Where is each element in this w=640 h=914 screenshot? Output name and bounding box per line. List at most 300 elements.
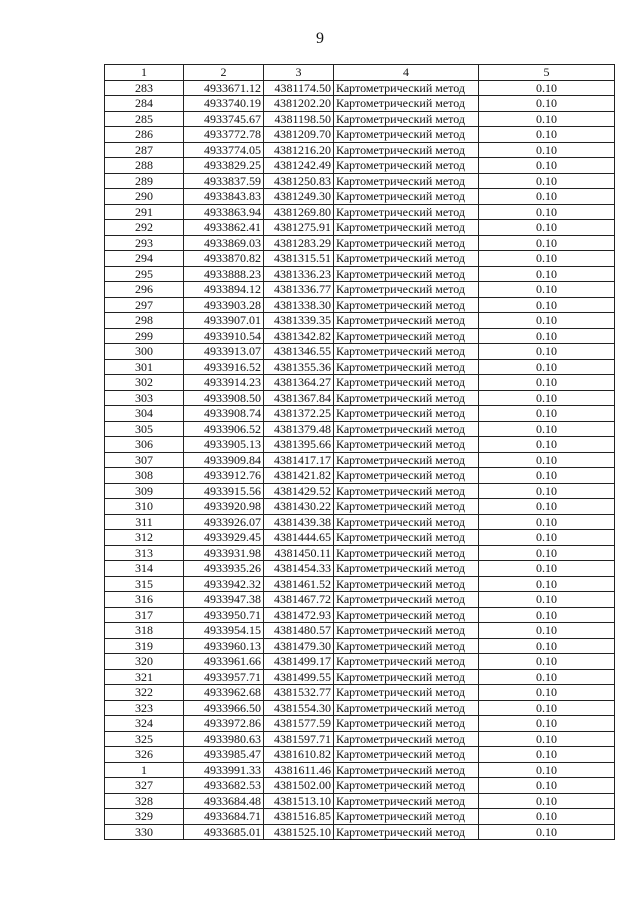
y-coordinate-cell: 4381421.82 (264, 468, 334, 484)
accuracy-cell: 0.10 (479, 282, 615, 298)
accuracy-cell: 0.10 (479, 638, 615, 654)
y-coordinate-cell: 4381516.85 (264, 809, 334, 825)
accuracy-cell: 0.10 (479, 576, 615, 592)
method-cell: Картометрический метод (334, 158, 479, 174)
x-coordinate-cell: 4933913.07 (184, 344, 264, 360)
table-row (105, 406, 615, 422)
method-cell: Картометрический метод (334, 282, 479, 298)
method-cell: Картометрический метод (334, 313, 479, 329)
accuracy-cell: 0.10 (479, 328, 615, 344)
accuracy-cell: 0.10 (479, 204, 615, 220)
table-row (105, 437, 615, 453)
y-coordinate-cell: 4381525.10 (264, 824, 334, 840)
accuracy-cell: 0.10 (479, 344, 615, 360)
x-coordinate-cell: 4933888.23 (184, 266, 264, 282)
accuracy-cell: 0.10 (479, 793, 615, 809)
column-header: 3 (264, 65, 334, 81)
point-number-cell: 310 (105, 499, 184, 515)
accuracy-cell: 0.10 (479, 499, 615, 515)
method-cell: Картометрический метод (334, 762, 479, 778)
accuracy-cell: 0.10 (479, 561, 615, 577)
table-row (105, 468, 615, 484)
table-row (105, 421, 615, 437)
point-number-cell: 326 (105, 747, 184, 763)
table-row (105, 747, 615, 763)
x-coordinate-cell: 4933908.50 (184, 390, 264, 406)
y-coordinate-cell: 4381429.52 (264, 483, 334, 499)
table-row (105, 142, 615, 158)
y-coordinate-cell: 4381198.50 (264, 111, 334, 127)
method-cell: Картометрический метод (334, 623, 479, 639)
y-coordinate-cell: 4381499.55 (264, 669, 334, 685)
column-header: 1 (105, 65, 184, 81)
y-coordinate-cell: 4381336.23 (264, 266, 334, 282)
method-cell: Картометрический метод (334, 142, 479, 158)
point-number-cell: 318 (105, 623, 184, 639)
x-coordinate-cell: 4933685.01 (184, 824, 264, 840)
y-coordinate-cell: 4381597.71 (264, 731, 334, 747)
y-coordinate-cell: 4381364.27 (264, 375, 334, 391)
point-number-cell: 328 (105, 793, 184, 809)
table-row (105, 793, 615, 809)
accuracy-cell: 0.10 (479, 731, 615, 747)
method-cell: Картометрический метод (334, 220, 479, 236)
x-coordinate-cell: 4933912.76 (184, 468, 264, 484)
accuracy-cell: 0.10 (479, 669, 615, 685)
point-number-cell: 301 (105, 359, 184, 375)
method-cell: Картометрический метод (334, 607, 479, 623)
method-cell: Картометрический метод (334, 468, 479, 484)
x-coordinate-cell: 4933957.71 (184, 669, 264, 685)
point-number-cell: 321 (105, 669, 184, 685)
method-cell: Картометрический метод (334, 251, 479, 267)
point-number-cell: 312 (105, 530, 184, 546)
table-row (105, 700, 615, 716)
point-number-cell: 298 (105, 313, 184, 329)
y-coordinate-cell: 4381336.77 (264, 282, 334, 298)
point-number-cell: 296 (105, 282, 184, 298)
table-row (105, 375, 615, 391)
point-number-cell: 319 (105, 638, 184, 654)
table-row (105, 359, 615, 375)
x-coordinate-cell: 4933863.94 (184, 204, 264, 220)
accuracy-cell: 0.10 (479, 685, 615, 701)
point-number-cell: 311 (105, 514, 184, 530)
x-coordinate-cell: 4933894.12 (184, 282, 264, 298)
x-coordinate-cell: 4933985.47 (184, 747, 264, 763)
x-coordinate-cell: 4933910.54 (184, 328, 264, 344)
method-cell: Картометрический метод (334, 530, 479, 546)
point-number-cell: 291 (105, 204, 184, 220)
y-coordinate-cell: 4381342.82 (264, 328, 334, 344)
method-cell: Картометрический метод (334, 204, 479, 220)
x-coordinate-cell: 4933914.23 (184, 375, 264, 391)
x-coordinate-cell: 4933906.52 (184, 421, 264, 437)
y-coordinate-cell: 4381269.80 (264, 204, 334, 220)
y-coordinate-cell: 4381499.17 (264, 654, 334, 670)
point-number-cell: 284 (105, 96, 184, 112)
accuracy-cell: 0.10 (479, 530, 615, 546)
table-row (105, 96, 615, 112)
x-coordinate-cell: 4933929.45 (184, 530, 264, 546)
accuracy-cell: 0.10 (479, 654, 615, 670)
table-row (105, 80, 615, 96)
point-number-cell: 292 (105, 220, 184, 236)
x-coordinate-cell: 4933903.28 (184, 297, 264, 313)
point-number-cell: 324 (105, 716, 184, 732)
method-cell: Картометрический метод (334, 96, 479, 112)
method-cell: Картометрический метод (334, 359, 479, 375)
accuracy-cell: 0.10 (479, 220, 615, 236)
point-number-cell: 323 (105, 700, 184, 716)
method-cell: Картометрический метод (334, 266, 479, 282)
accuracy-cell: 0.10 (479, 747, 615, 763)
accuracy-cell: 0.10 (479, 158, 615, 174)
table-row (105, 499, 615, 515)
accuracy-cell: 0.10 (479, 111, 615, 127)
method-cell: Картометрический метод (334, 685, 479, 701)
accuracy-cell: 0.10 (479, 592, 615, 608)
x-coordinate-cell: 4933740.19 (184, 96, 264, 112)
table-row (105, 654, 615, 670)
method-cell: Картометрический метод (334, 592, 479, 608)
point-number-cell: 293 (105, 235, 184, 251)
x-coordinate-cell: 4933671.12 (184, 80, 264, 96)
y-coordinate-cell: 4381513.10 (264, 793, 334, 809)
method-cell: Картометрический метод (334, 111, 479, 127)
y-coordinate-cell: 4381444.65 (264, 530, 334, 546)
table-row (105, 623, 615, 639)
table-row (105, 561, 615, 577)
table-row (105, 452, 615, 468)
x-coordinate-cell: 4933907.01 (184, 313, 264, 329)
x-coordinate-cell: 4933942.32 (184, 576, 264, 592)
y-coordinate-cell: 4381249.30 (264, 189, 334, 205)
x-coordinate-cell: 4933980.63 (184, 731, 264, 747)
method-cell: Картометрический метод (334, 731, 479, 747)
x-coordinate-cell: 4933772.78 (184, 127, 264, 143)
accuracy-cell: 0.10 (479, 235, 615, 251)
table-row (105, 251, 615, 267)
point-number-cell: 325 (105, 731, 184, 747)
table-row (105, 204, 615, 220)
table-row (105, 483, 615, 499)
point-number-cell: 308 (105, 468, 184, 484)
x-coordinate-cell: 4933950.71 (184, 607, 264, 623)
point-number-cell: 315 (105, 576, 184, 592)
point-number-cell: 314 (105, 561, 184, 577)
table-row (105, 592, 615, 608)
y-coordinate-cell: 4381216.20 (264, 142, 334, 158)
point-number-cell: 302 (105, 375, 184, 391)
point-number-cell: 290 (105, 189, 184, 205)
x-coordinate-cell: 4933774.05 (184, 142, 264, 158)
x-coordinate-cell: 4933684.71 (184, 809, 264, 825)
method-cell: Картометрический метод (334, 793, 479, 809)
method-cell: Картометрический метод (334, 716, 479, 732)
y-coordinate-cell: 4381461.52 (264, 576, 334, 592)
table-row (105, 685, 615, 701)
x-coordinate-cell: 4933962.68 (184, 685, 264, 701)
column-header: 5 (479, 65, 615, 81)
y-coordinate-cell: 4381315.51 (264, 251, 334, 267)
method-cell: Картометрический метод (334, 375, 479, 391)
table-row (105, 282, 615, 298)
point-number-cell: 309 (105, 483, 184, 499)
accuracy-cell: 0.10 (479, 716, 615, 732)
x-coordinate-cell: 4933905.13 (184, 437, 264, 453)
accuracy-cell: 0.10 (479, 824, 615, 840)
method-cell: Картометрический метод (334, 80, 479, 96)
point-number-cell: 299 (105, 328, 184, 344)
table-row (105, 297, 615, 313)
page-number: 9 (316, 30, 324, 47)
method-cell: Картометрический метод (334, 127, 479, 143)
point-number-cell: 285 (105, 111, 184, 127)
accuracy-cell: 0.10 (479, 437, 615, 453)
x-coordinate-cell: 4933682.53 (184, 778, 264, 794)
x-coordinate-cell: 4933916.52 (184, 359, 264, 375)
x-coordinate-cell: 4933684.48 (184, 793, 264, 809)
method-cell: Картометрический метод (334, 809, 479, 825)
accuracy-cell: 0.10 (479, 468, 615, 484)
accuracy-cell: 0.10 (479, 173, 615, 189)
table-row (105, 762, 615, 778)
x-coordinate-cell: 4933920.98 (184, 499, 264, 515)
method-cell: Картометрический метод (334, 235, 479, 251)
table-row (105, 824, 615, 840)
table-row (105, 111, 615, 127)
table-row (105, 328, 615, 344)
y-coordinate-cell: 4381379.48 (264, 421, 334, 437)
column-header: 2 (184, 65, 264, 81)
method-cell: Картометрический метод (334, 561, 479, 577)
point-number-cell: 289 (105, 173, 184, 189)
y-coordinate-cell: 4381275.91 (264, 220, 334, 236)
x-coordinate-cell: 4933926.07 (184, 514, 264, 530)
y-coordinate-cell: 4381554.30 (264, 700, 334, 716)
x-coordinate-cell: 4933972.86 (184, 716, 264, 732)
y-coordinate-cell: 4381339.35 (264, 313, 334, 329)
y-coordinate-cell: 4381174.50 (264, 80, 334, 96)
method-cell: Картометрический метод (334, 421, 479, 437)
method-cell: Картометрический метод (334, 576, 479, 592)
method-cell: Картометрический метод (334, 747, 479, 763)
method-cell: Картометрический метод (334, 173, 479, 189)
accuracy-cell: 0.10 (479, 127, 615, 143)
y-coordinate-cell: 4381367.84 (264, 390, 334, 406)
method-cell: Картометрический метод (334, 499, 479, 515)
y-coordinate-cell: 4381439.38 (264, 514, 334, 530)
table-row (105, 344, 615, 360)
point-number-cell: 304 (105, 406, 184, 422)
method-cell: Картометрический метод (334, 824, 479, 840)
x-coordinate-cell: 4933961.66 (184, 654, 264, 670)
point-number-cell: 322 (105, 685, 184, 701)
y-coordinate-cell: 4381209.70 (264, 127, 334, 143)
accuracy-cell: 0.10 (479, 483, 615, 499)
point-number-cell: 286 (105, 127, 184, 143)
point-number-cell: 287 (105, 142, 184, 158)
x-coordinate-cell: 4933915.56 (184, 483, 264, 499)
accuracy-cell: 0.10 (479, 359, 615, 375)
method-cell: Картометрический метод (334, 654, 479, 670)
point-number-cell: 330 (105, 824, 184, 840)
x-coordinate-cell: 4933869.03 (184, 235, 264, 251)
method-cell: Картометрический метод (334, 514, 479, 530)
x-coordinate-cell: 4933909.84 (184, 452, 264, 468)
y-coordinate-cell: 4381417.17 (264, 452, 334, 468)
table-row (105, 669, 615, 685)
table-row (105, 545, 615, 561)
table-row (105, 220, 615, 236)
x-coordinate-cell: 4933829.25 (184, 158, 264, 174)
table-row (105, 778, 615, 794)
x-coordinate-cell: 4933837.59 (184, 173, 264, 189)
y-coordinate-cell: 4381577.59 (264, 716, 334, 732)
accuracy-cell: 0.10 (479, 762, 615, 778)
x-coordinate-cell: 4933960.13 (184, 638, 264, 654)
point-number-cell: 317 (105, 607, 184, 623)
method-cell: Картометрический метод (334, 437, 479, 453)
y-coordinate-cell: 4381610.82 (264, 747, 334, 763)
point-number-cell: 313 (105, 545, 184, 561)
method-cell: Картометрический метод (334, 189, 479, 205)
table-row (105, 158, 615, 174)
table-row (105, 576, 615, 592)
point-number-cell: 295 (105, 266, 184, 282)
y-coordinate-cell: 4381479.30 (264, 638, 334, 654)
method-cell: Картометрический метод (334, 297, 479, 313)
accuracy-cell: 0.10 (479, 607, 615, 623)
y-coordinate-cell: 4381450.11 (264, 545, 334, 561)
x-coordinate-cell: 4933954.15 (184, 623, 264, 639)
method-cell: Картометрический метод (334, 344, 479, 360)
table-row (105, 127, 615, 143)
method-cell: Картометрический метод (334, 669, 479, 685)
y-coordinate-cell: 4381242.49 (264, 158, 334, 174)
accuracy-cell: 0.10 (479, 96, 615, 112)
x-coordinate-cell: 4933862.41 (184, 220, 264, 236)
table-row (105, 731, 615, 747)
table-row (105, 390, 615, 406)
y-coordinate-cell: 4381430.22 (264, 499, 334, 515)
y-coordinate-cell: 4381532.77 (264, 685, 334, 701)
table-row (105, 266, 615, 282)
y-coordinate-cell: 4381480.57 (264, 623, 334, 639)
x-coordinate-cell: 4933870.82 (184, 251, 264, 267)
point-number-cell: 300 (105, 344, 184, 360)
table-row (105, 530, 615, 546)
x-coordinate-cell: 4933935.26 (184, 561, 264, 577)
x-coordinate-cell: 4933966.50 (184, 700, 264, 716)
point-number-cell: 327 (105, 778, 184, 794)
point-number-cell: 316 (105, 592, 184, 608)
method-cell: Картометрический метод (334, 700, 479, 716)
y-coordinate-cell: 4381395.66 (264, 437, 334, 453)
accuracy-cell: 0.10 (479, 778, 615, 794)
accuracy-cell: 0.10 (479, 514, 615, 530)
accuracy-cell: 0.10 (479, 375, 615, 391)
y-coordinate-cell: 4381202.20 (264, 96, 334, 112)
y-coordinate-cell: 4381355.36 (264, 359, 334, 375)
method-cell: Картометрический метод (334, 452, 479, 468)
y-coordinate-cell: 4381283.29 (264, 235, 334, 251)
point-number-cell: 306 (105, 437, 184, 453)
table-row (105, 173, 615, 189)
accuracy-cell: 0.10 (479, 623, 615, 639)
x-coordinate-cell: 4933947.38 (184, 592, 264, 608)
table-row (105, 809, 615, 825)
accuracy-cell: 0.10 (479, 452, 615, 468)
x-coordinate-cell: 4933991.33 (184, 762, 264, 778)
point-number-cell: 294 (105, 251, 184, 267)
accuracy-cell: 0.10 (479, 390, 615, 406)
accuracy-cell: 0.10 (479, 313, 615, 329)
x-coordinate-cell: 4933843.83 (184, 189, 264, 205)
method-cell: Картометрический метод (334, 328, 479, 344)
table-row (105, 313, 615, 329)
method-cell: Картометрический метод (334, 638, 479, 654)
table-header-row (105, 65, 615, 81)
method-cell: Картометрический метод (334, 406, 479, 422)
method-cell: Картометрический метод (334, 390, 479, 406)
accuracy-cell: 0.10 (479, 142, 615, 158)
method-cell: Картометрический метод (334, 545, 479, 561)
x-coordinate-cell: 4933931.98 (184, 545, 264, 561)
table-row (105, 638, 615, 654)
table-row (105, 235, 615, 251)
table-body (105, 80, 615, 840)
accuracy-cell: 0.10 (479, 406, 615, 422)
method-cell: Картометрический метод (334, 483, 479, 499)
y-coordinate-cell: 4381467.72 (264, 592, 334, 608)
x-coordinate-cell: 4933745.67 (184, 111, 264, 127)
point-number-cell: 320 (105, 654, 184, 670)
accuracy-cell: 0.10 (479, 80, 615, 96)
y-coordinate-cell: 4381338.30 (264, 297, 334, 313)
method-cell: Картометрический метод (334, 778, 479, 794)
accuracy-cell: 0.10 (479, 297, 615, 313)
point-number-cell: 305 (105, 421, 184, 437)
point-number-cell: 297 (105, 297, 184, 313)
coordinates-table (104, 64, 615, 840)
y-coordinate-cell: 4381472.93 (264, 607, 334, 623)
point-number-cell: 1 (105, 762, 184, 778)
point-number-cell: 329 (105, 809, 184, 825)
point-number-cell: 283 (105, 80, 184, 96)
accuracy-cell: 0.10 (479, 421, 615, 437)
table-row (105, 514, 615, 530)
x-coordinate-cell: 4933908.74 (184, 406, 264, 422)
accuracy-cell: 0.10 (479, 545, 615, 561)
point-number-cell: 307 (105, 452, 184, 468)
y-coordinate-cell: 4381372.25 (264, 406, 334, 422)
y-coordinate-cell: 4381611.46 (264, 762, 334, 778)
table-row (105, 607, 615, 623)
table-row (105, 716, 615, 732)
point-number-cell: 303 (105, 390, 184, 406)
accuracy-cell: 0.10 (479, 700, 615, 716)
y-coordinate-cell: 4381250.83 (264, 173, 334, 189)
column-header: 4 (334, 65, 479, 81)
accuracy-cell: 0.10 (479, 189, 615, 205)
y-coordinate-cell: 4381502.00 (264, 778, 334, 794)
point-number-cell: 288 (105, 158, 184, 174)
accuracy-cell: 0.10 (479, 809, 615, 825)
y-coordinate-cell: 4381346.55 (264, 344, 334, 360)
accuracy-cell: 0.10 (479, 251, 615, 267)
